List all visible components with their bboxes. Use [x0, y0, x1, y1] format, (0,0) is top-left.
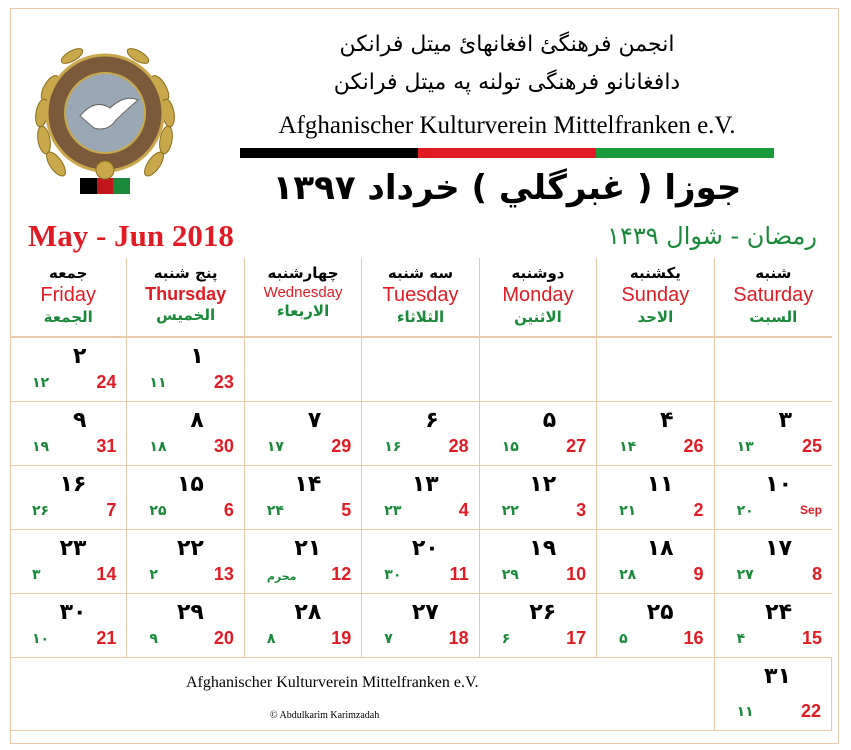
- flag-stripe: [240, 148, 774, 158]
- persian-day-number: ۳۱: [764, 664, 791, 689]
- empty-day-cell: [480, 338, 597, 402]
- day-cell: [715, 402, 832, 466]
- gregorian-day-number: 27: [566, 436, 587, 456]
- gregorian-day-number: 23: [213, 372, 234, 392]
- lunar-day-number: ۱۵: [501, 439, 519, 455]
- persian-day-number: ۲۴: [765, 600, 792, 625]
- lunar-day-number: ۳: [32, 567, 41, 583]
- persian-day-number: ۱۵: [176, 472, 204, 497]
- footer-copyright: © Abdulkarim Karimzadah: [270, 710, 380, 721]
- day-name-arabic: الاثنين: [514, 308, 562, 326]
- gregorian-day-number: 6: [223, 500, 234, 520]
- flag-stripe-black: [240, 148, 418, 158]
- day-name-farsi: شنبه: [755, 264, 792, 282]
- calendar-grid: [10, 258, 832, 731]
- gregorian-day-number: 28: [448, 436, 469, 456]
- persian-day-number: ۵: [542, 408, 557, 433]
- lunar-day-number: ۲۴: [266, 503, 284, 519]
- month-title-hijri: رمضان - شوال ۱۴۳۹: [607, 222, 817, 250]
- gregorian-day-number: 19: [331, 628, 352, 648]
- persian-day-number: ۱۳: [411, 472, 439, 497]
- gregorian-day-number: 2: [693, 500, 704, 520]
- gregorian-day-number: 4: [458, 500, 469, 520]
- day-name-arabic: الاحد: [637, 308, 674, 326]
- month-title-persian: جوزا ( غبرگلي ) خرداد ۱۳۹۷: [272, 168, 742, 208]
- day-header-tuesday: [362, 258, 479, 338]
- day-header-saturday: [715, 258, 832, 338]
- gregorian-day-number: 18: [448, 628, 469, 648]
- header-title-farsi: انجمن فرهنگیٔ افغانهایٔ میتل فرانکن: [339, 32, 675, 57]
- persian-day-number: ۸: [190, 408, 204, 433]
- day-cell: [10, 466, 127, 530]
- persian-day-number: ۱۷: [765, 536, 792, 561]
- day-cell: [597, 530, 714, 594]
- gregorian-day-number: 12: [331, 564, 352, 584]
- gregorian-day-number: 9: [693, 564, 704, 584]
- lunar-day-number: ۶: [501, 631, 511, 647]
- footer-organization: Afghanischer Kulturverein Mittelfranken e.V.: [186, 674, 479, 691]
- day-cell: [715, 594, 832, 658]
- lunar-day-number: ۲۲: [501, 503, 519, 519]
- lunar-day-number: ۲۷: [736, 567, 754, 583]
- lunar-day-number: ۱۸: [149, 439, 167, 455]
- lunar-day-number: ۱۱: [149, 375, 167, 391]
- persian-day-number: ۲۲: [176, 536, 204, 561]
- day-cell: [127, 466, 244, 530]
- day-cell: [245, 530, 362, 594]
- day-cell: [127, 402, 244, 466]
- day-cell: [10, 402, 127, 466]
- gregorian-day-number: 25: [801, 436, 822, 456]
- flag-stripe-red: [418, 148, 596, 158]
- empty-day-cell: [362, 338, 479, 402]
- day-cell: [245, 466, 362, 530]
- persian-day-number: ۲۳: [59, 536, 87, 561]
- day-cell: [597, 594, 714, 658]
- day-name-farsi: چهارشنبه: [267, 264, 339, 282]
- day-name-english: Sunday: [621, 284, 690, 306]
- day-cell: [597, 466, 714, 530]
- day-cell: [715, 466, 832, 530]
- persian-day-number: ۶: [425, 408, 439, 433]
- gregorian-day-number: 26: [683, 436, 704, 456]
- day-header-thursday: [127, 258, 244, 338]
- day-header-sunday: [597, 258, 714, 338]
- day-cell: [480, 530, 597, 594]
- day-cell: [362, 594, 479, 658]
- day-cell: [10, 530, 127, 594]
- day-name-arabic: الاربعاء: [276, 302, 330, 320]
- day-name-english: Friday: [40, 284, 96, 306]
- persian-day-number: ۱۴: [294, 472, 322, 497]
- month-title-english: May - Jun 2018: [28, 218, 234, 253]
- persian-day-number: ۲۷: [411, 600, 439, 625]
- persian-day-number: ۹: [72, 408, 87, 433]
- day-name-farsi: دوشنبه: [511, 264, 565, 282]
- day-header-wednesday: [245, 258, 362, 338]
- lunar-day-number: ۳۰: [384, 567, 402, 583]
- lunar-day-number: ۲۸: [619, 567, 637, 583]
- gregorian-day-number: 21: [96, 628, 117, 648]
- gregorian-day-number: 11: [449, 564, 469, 584]
- gregorian-day-number: 31: [96, 436, 117, 456]
- lunar-day-number: ۱۹: [32, 439, 50, 455]
- day-name-english: Saturday: [733, 284, 814, 306]
- header-title-german: Afghanischer Kulturverein Mittelfranken e.V.: [278, 112, 736, 139]
- day-name-farsi: جمعه: [48, 264, 88, 282]
- persian-day-number: ۱۶: [59, 472, 87, 497]
- day-cell: [480, 594, 597, 658]
- lunar-day-number: ۱۴: [619, 439, 637, 455]
- lunar-day-number: ۵: [619, 631, 628, 647]
- lunar-day-number: ۲۹: [501, 567, 519, 583]
- persian-day-number: ۳: [778, 408, 792, 433]
- gregorian-day-number: 29: [331, 436, 352, 456]
- gregorian-day-number: 13: [213, 564, 234, 584]
- day-cell: [127, 530, 244, 594]
- gregorian-month-marker: Sep: [799, 503, 822, 517]
- lunar-day-number: ۴: [736, 631, 746, 647]
- lunar-day-number: ۱۲: [32, 375, 50, 391]
- persian-day-number: ۲: [72, 344, 87, 369]
- persian-day-number: ۱۲: [529, 472, 557, 497]
- day-cell: [362, 466, 479, 530]
- day-name-arabic: الثلاثاء: [396, 308, 445, 326]
- persian-day-number: ۱۱: [646, 472, 674, 497]
- persian-day-number: ۱۰: [765, 472, 792, 497]
- lunar-day-number: ۲۵: [149, 503, 167, 519]
- day-name-english: Tuesday: [382, 284, 459, 306]
- day-name-arabic: الجمعة: [43, 308, 93, 326]
- gregorian-day-number: 8: [811, 564, 822, 584]
- lunar-day-number: ۱۱: [736, 704, 754, 720]
- day-header-friday: [10, 258, 127, 338]
- day-name-arabic: السبت: [749, 308, 798, 326]
- persian-day-number: ۱۸: [646, 536, 674, 561]
- gregorian-day-number: 24: [96, 372, 117, 392]
- persian-day-number: ۱: [190, 344, 204, 369]
- gregorian-day-number: 15: [801, 628, 822, 648]
- lunar-day-number: ۱۶: [384, 439, 402, 455]
- day-cell: [362, 530, 479, 594]
- persian-day-number: ۲۱: [294, 536, 322, 561]
- persian-day-number: ۲۵: [646, 600, 674, 625]
- day-cell: [480, 402, 597, 466]
- gregorian-day-number: 3: [576, 500, 587, 520]
- day-cell: [10, 594, 127, 658]
- day-cell: [715, 658, 832, 731]
- day-name-english: Wednesday: [263, 284, 343, 301]
- persian-day-number: ۲۰: [411, 536, 439, 561]
- persian-day-number: ۲۹: [176, 600, 204, 625]
- day-header-monday: [480, 258, 597, 338]
- persian-day-number: ۳۰: [59, 600, 87, 625]
- day-name-farsi: سه شنبه: [387, 264, 454, 282]
- day-name-arabic: الخميس: [156, 306, 216, 324]
- persian-day-number: ۲۶: [529, 600, 557, 625]
- gregorian-day-number: 30: [213, 436, 234, 456]
- gregorian-day-number: 7: [106, 500, 117, 520]
- day-cell: [245, 594, 362, 658]
- day-cell: [245, 402, 362, 466]
- flag-stripe-green: [596, 148, 774, 158]
- gregorian-day-number: 5: [341, 500, 352, 520]
- lunar-day-number: ۱۳: [736, 439, 754, 455]
- empty-day-cell: [715, 338, 832, 402]
- day-cell: [127, 594, 244, 658]
- day-cell: [480, 466, 597, 530]
- day-cell: [362, 402, 479, 466]
- persian-day-number: ۱۹: [529, 536, 557, 561]
- lunar-day-number: ۸: [266, 631, 276, 647]
- empty-day-cell: [597, 338, 714, 402]
- persian-day-number: ۲۸: [294, 600, 322, 625]
- dove-globe-emblem-icon: [20, 28, 190, 208]
- empty-day-cell: [245, 338, 362, 402]
- gregorian-day-number: 14: [96, 564, 117, 584]
- header-title-pashto: دافغانانو فرهنگی تولنه په میتل فرانکن: [333, 70, 681, 95]
- lunar-day-number: ۱۷: [266, 439, 284, 455]
- lunar-day-number: ۲: [149, 567, 158, 583]
- gregorian-day-number: 17: [566, 628, 587, 648]
- day-cell: [127, 338, 244, 402]
- lunar-day-number: ۱۰: [32, 631, 50, 647]
- gregorian-day-number: 22: [800, 701, 821, 721]
- day-name-english: Monday: [502, 284, 574, 306]
- day-cell: [597, 402, 714, 466]
- persian-day-number: ۴: [660, 408, 674, 433]
- gregorian-day-number: 16: [683, 628, 704, 648]
- calendar-footer: [10, 658, 715, 731]
- gregorian-day-number: 10: [566, 564, 587, 584]
- lunar-day-number: ۲۱: [619, 503, 637, 519]
- lunar-day-number: ۲۶: [32, 503, 50, 519]
- lunar-day-number: ۲۰: [736, 503, 754, 519]
- gregorian-day-number: 20: [213, 628, 234, 648]
- lunar-month-marker: محرم: [266, 570, 297, 583]
- day-name-farsi: پنج شنبه: [153, 264, 218, 282]
- day-cell: [10, 338, 127, 402]
- lunar-day-number: ۹: [149, 631, 158, 647]
- lunar-day-number: ۷: [384, 631, 393, 647]
- lunar-day-number: ۲۳: [384, 503, 402, 519]
- persian-day-number: ۷: [307, 408, 322, 433]
- day-name-farsi: یکشنبه: [629, 264, 681, 282]
- day-cell: [715, 530, 832, 594]
- day-name-english: Thursday: [145, 284, 227, 304]
